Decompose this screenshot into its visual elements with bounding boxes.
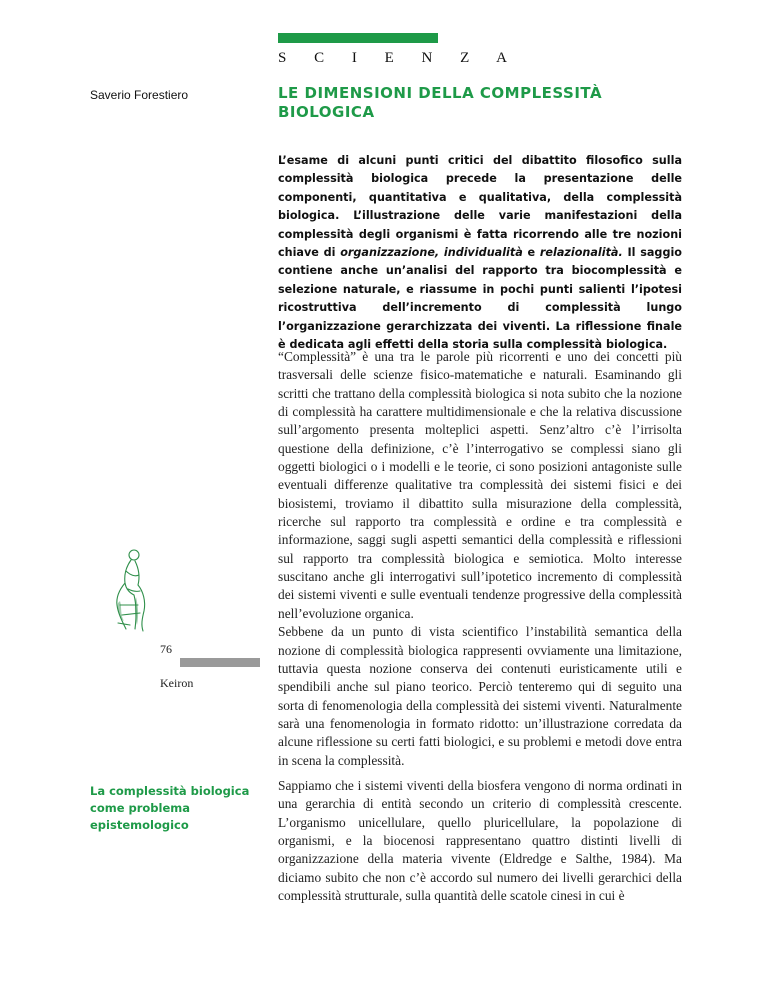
page-number: 76 [160, 642, 172, 656]
body-paragraph-1a: “Complessità” è una tra le parole più ricorrenti e uno dei concetti più trasversali delle scienze fisico-matematiche e naturali. Esaminando gli scritti che trattano della complessità biologica si nota subito che la nozione di complessità ha carattere multidimensionale e che la relativa discussione sull’argomento presenta molteplici aspetti. Senz’altro c’è l’irrisolta questione della definizione, c’è l’interrogativo se complessi siano gli oggetti biologici o i modelli e le teorie, ci sono posizioni antagoniste sulle eventuali differenze qualitative tra complessità dei sistemi fisici e dei biosistemi, troviamo il dibattito sulla misurazione della complessità, ricerche sul rapporto tra complessità e ordine e tra complessità e informazione, saggi sugli aspetti semantici della complessità e riflessioni sul rapporto tra complessità biologica e semiotica. Molto interesse suscitano anche gli interrogativi sull’ipotetico incremento di complessità dei sistemi viventi e sulle eventuali tendenze progressive della complessità nell’evoluzione organica. [278, 349, 682, 621]
body-paragraph-1b: Sebbene da un punto di vista scientifico l’instabilità semantica della nozione di complessità biologica rappresenti ovviamente una limitazione, tuttavia questa nozione conserva dei contenuti euristicamente utili e spendibili anche sul piano teorico. Perciò tenteremo qui di seguito una sorta di fenomenologia della complessità dei sistemi viventi. Naturalmente sarà una fenomenologia in formato ridotto: un’illustrazione corredata da alcune riflessione su certi fatti biologici, e su problemi e metodi dove entra in scena la complessità. [278, 624, 682, 768]
body-paragraph-1 [278, 348, 682, 770]
abstract-text-3: Il saggio contiene anche un’analisi del rapporto tra biocomplessità e selezione naturale, e riassume in pochi punti salienti l’ipotesi ricostruttiva dell’incremento di complessità lungo l’organizzazione gerarchizzata dei viventi. La riflessione finale è dedicata agli effetti della storia sulla complessità biologica. [278, 246, 682, 352]
author-name: Saverio Forestiero [90, 88, 189, 102]
section-color-bar [278, 33, 438, 43]
abstract-text-1: L’esame di alcuni punti critici del dibattito filosofico sulla complessità biologica precede la presentazione delle componenti, quantitativa e qualitativa, della complessità biologica. L’illustrazione delle varie manifestazioni della complessità degli organismi è fatta ricorrendo alle tre nozioni chiave di [278, 154, 682, 260]
article-title [278, 84, 698, 122]
section-label: S C I E N Z A [278, 50, 520, 66]
seated-figure-illustration [108, 545, 152, 633]
abstract-emphasis-1: organizzazione, individualità [340, 246, 523, 260]
body-paragraph-2: Sappiamo che i sistemi viventi della biosfera vengono di norma ordinati in una gerarchia di entità secondo un criterio di complessità crescente. L’organismo unicellulare, quello pluricellulare, la popolazione di organismi, e la biocenosi rappresentano quattro distinti livelli di organizzazione della materia vivente (Eldredge e Salthe, 1984). Ma diciamo subito che non c’è accordo sul numero dei livelli gerarchici della complessità strutturale, sulla quantità delle scatole cinesi in cui è [278, 778, 682, 904]
margin-gray-bar [180, 658, 260, 667]
abstract-text-2: e [522, 246, 540, 260]
journal-name: Keiron [160, 676, 194, 690]
title-line-2: BIOLOGICA [278, 103, 375, 121]
section-heading: La complessità biologica come problema epistemologico [90, 784, 250, 832]
abstract [278, 152, 682, 354]
title-line-1: LE DIMENSIONI DELLA COMPLESSITÀ [278, 84, 603, 102]
abstract-emphasis-2: relazionalità. [539, 246, 623, 260]
